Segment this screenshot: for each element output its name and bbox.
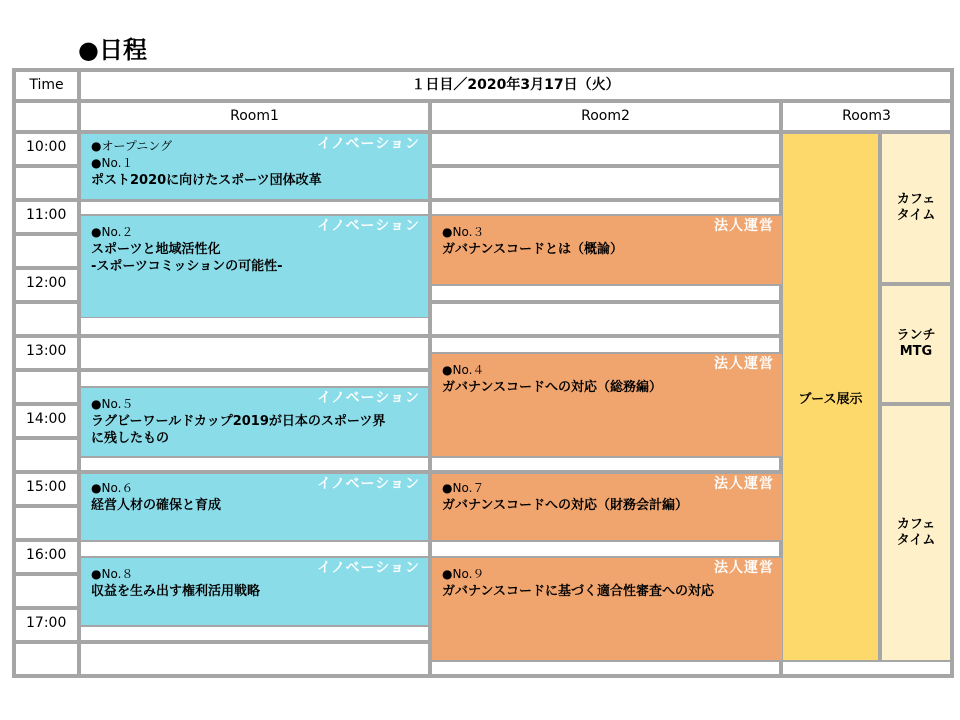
room2-empty-cell xyxy=(432,168,779,198)
room2-empty-cell xyxy=(432,202,779,214)
lunch-mtg[interactable] xyxy=(882,286,950,402)
session-number: ●No.１ xyxy=(91,156,134,170)
room1-empty-cell xyxy=(81,202,428,214)
cafe-time-morning[interactable] xyxy=(882,134,950,282)
cafe-label-line2: タイム xyxy=(896,533,936,548)
page-title: ●日程 xyxy=(78,36,147,64)
cafe-label: カフェ xyxy=(896,192,936,207)
session-no7[interactable] xyxy=(432,474,782,540)
session-no1[interactable] xyxy=(81,134,428,199)
room2-empty-cell xyxy=(432,286,779,300)
session-tag: 法人運営 xyxy=(714,476,774,492)
room3-header: Room3 xyxy=(783,103,950,130)
session-tag: 法人運営 xyxy=(714,218,774,234)
session-title: ガバナンスコードへの対応（総務編） xyxy=(442,380,662,395)
session-title-line2: に残したもの xyxy=(91,431,170,446)
session-number: ●No.７ xyxy=(442,481,485,495)
session-no6[interactable] xyxy=(81,474,428,540)
room2-empty-cell xyxy=(432,134,779,164)
time-slot-half xyxy=(16,304,77,334)
room2-empty-cell xyxy=(432,304,779,334)
cafe-label-line2: タイム xyxy=(896,208,936,223)
session-title: 経営人材の確保と育成 xyxy=(91,498,222,513)
room2-empty-cell xyxy=(432,662,779,674)
time-slot-half xyxy=(16,168,77,198)
room1-empty-cell xyxy=(81,644,428,674)
time-slot-1200: 12:00 xyxy=(16,270,77,300)
room1-empty-cell xyxy=(81,372,428,386)
room1-empty-cell xyxy=(81,627,428,640)
time-slot-half xyxy=(16,576,77,606)
time-slot-1000: 10:00 xyxy=(16,134,77,164)
session-tag: 法人運営 xyxy=(714,560,774,576)
session-tag: イノベーション xyxy=(316,390,420,406)
time-slot-1500: 15:00 xyxy=(16,474,77,504)
room2-header: Room2 xyxy=(432,103,779,130)
lunch-label: ランチ xyxy=(896,328,936,343)
time-slot-1600: 16:00 xyxy=(16,542,77,572)
session-tag: イノベーション xyxy=(316,136,420,152)
room1-empty-cell xyxy=(81,338,428,368)
session-no5[interactable] xyxy=(81,388,428,456)
session-title: ガバナンスコードとは（概論） xyxy=(442,242,623,257)
session-number: ●No.２ xyxy=(91,225,134,239)
time-slot-1100: 11:00 xyxy=(16,202,77,232)
session-subtitle: -スポーツコミッションの可能性- xyxy=(91,259,283,274)
time-slot-half xyxy=(16,236,77,266)
session-no2[interactable] xyxy=(81,216,428,317)
session-number: ●No.６ xyxy=(91,481,134,495)
session-tag: イノベーション xyxy=(316,560,420,576)
room2-empty-cell xyxy=(432,338,779,352)
time-slot-half xyxy=(16,644,77,674)
room1-empty-cell xyxy=(81,458,428,470)
booth-exhibition[interactable]: ブース展示 xyxy=(783,134,878,660)
opening-label: ●オープニング xyxy=(91,139,173,153)
session-title: スポーツと地域活性化 xyxy=(91,242,221,257)
day-header: １日目／2020年3月17日（火） xyxy=(81,72,950,99)
time-slot-1300: 13:00 xyxy=(16,338,77,368)
time-slot-half xyxy=(16,372,77,402)
session-title: ガバナンスコードに基づく適合性審査への対応 xyxy=(442,584,714,599)
session-tag: 法人運営 xyxy=(714,356,774,372)
session-number: ●No.４ xyxy=(442,363,485,377)
room1-header: Room1 xyxy=(81,103,428,130)
session-tag: イノベーション xyxy=(316,476,420,492)
cafe-time-afternoon[interactable] xyxy=(882,406,950,660)
cafe-label: カフェ xyxy=(896,517,936,532)
session-title: ガバナンスコードへの対応（財務会計編） xyxy=(442,498,688,513)
session-no4[interactable] xyxy=(432,354,782,456)
session-tag: イノベーション xyxy=(316,218,420,234)
session-no8[interactable] xyxy=(81,558,428,625)
time-slot-1400: 14:00 xyxy=(16,406,77,436)
time-slot-half xyxy=(16,440,77,470)
room2-empty-cell xyxy=(432,458,779,470)
room3-empty-cell xyxy=(783,662,950,674)
session-no9[interactable] xyxy=(432,558,782,660)
session-title: ラグビーワールドカップ2019が日本のスポーツ界 xyxy=(91,414,386,429)
session-number: ●No.９ xyxy=(442,567,485,581)
time-slot-1700: 17:00 xyxy=(16,610,77,640)
lunch-label-line2: MTG xyxy=(899,344,933,359)
session-number: ●No.３ xyxy=(442,225,485,239)
session-title: 収益を生み出す権利活用戦略 xyxy=(91,584,261,599)
room1-empty-cell xyxy=(81,318,428,334)
time-header: Time xyxy=(16,72,77,99)
room2-empty-cell xyxy=(432,542,779,556)
time-slot-half xyxy=(16,508,77,538)
session-number: ●No.８ xyxy=(91,567,134,581)
session-title: ポスト2020に向けたスポーツ団体改革 xyxy=(91,173,322,188)
room1-empty-cell xyxy=(81,542,428,556)
session-number: ●No.５ xyxy=(91,397,134,411)
time-header-blank xyxy=(16,103,77,130)
session-no3[interactable] xyxy=(432,216,782,284)
